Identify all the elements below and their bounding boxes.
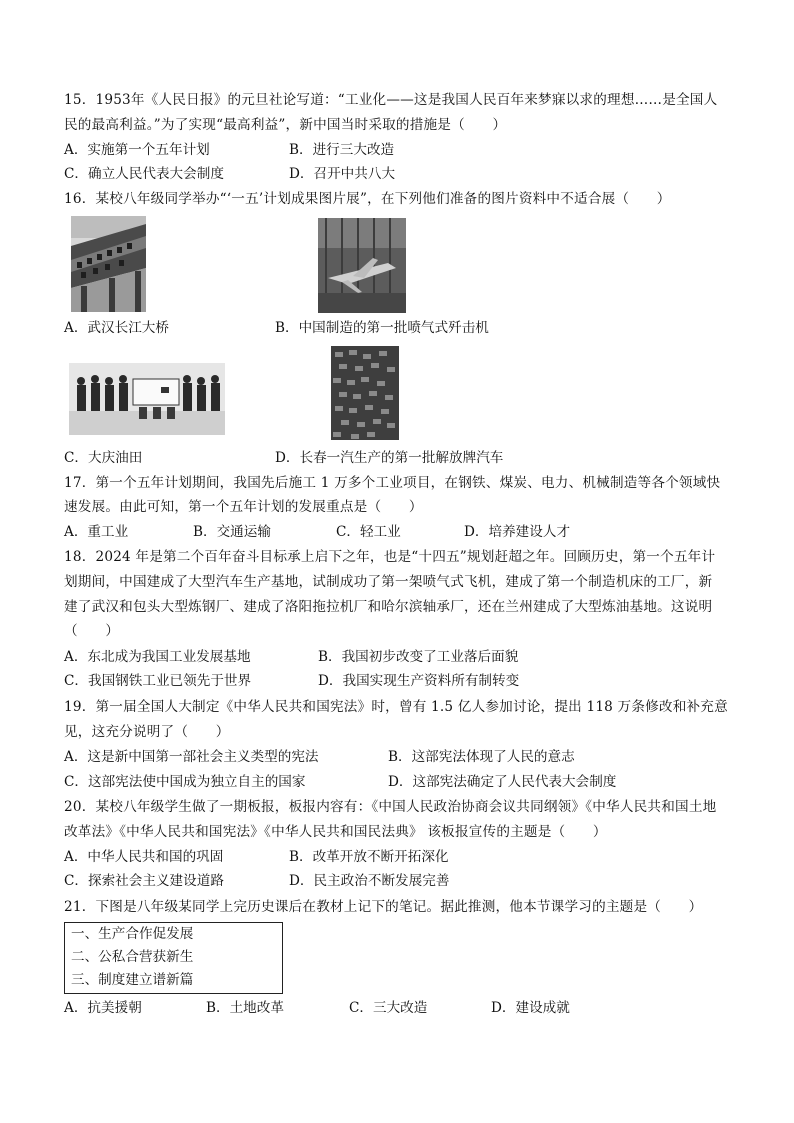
q17-option-b: B．交通运输 xyxy=(193,524,271,540)
q15-option-c: C．确立人民代表大会制度 xyxy=(64,166,224,182)
q19-option-b: B．这部宪法体现了人民的意志 xyxy=(388,749,575,765)
q20-option-d: D．民主政治不断发展完善 xyxy=(289,873,450,889)
q17-option-c: C．轻工业 xyxy=(336,524,401,540)
q18-stem-line3: 建了武汉和包头大型炼钢厂、建成了洛阳拖拉机厂和哈尔滨轴承厂，还在兰州建成了大型炼油基地。这说明 xyxy=(64,599,713,615)
q16-option-b: B．中国制造的第一批喷气式歼击机 xyxy=(275,320,489,336)
q18-option-c: C．我国钢铁工业已领先于世界 xyxy=(64,673,252,689)
photo-jet-fighter xyxy=(318,218,406,313)
q21-option-d: D．建设成就 xyxy=(491,1000,570,1016)
q16-option-c: C．大庆油田 xyxy=(64,450,143,466)
q18-stem-line2: 划期间，中国建成了大型汽车生产基地，试制成功了第一架喷气式飞机，建成了第一个制造机床的工厂，新 xyxy=(64,574,713,590)
q21-option-a: A．抗美援朝 xyxy=(64,1000,142,1016)
q17-option-a: A．重工业 xyxy=(64,524,129,540)
q21-stem-line1: 21．下图是八年级某同学上完历史课后在教材上记下的笔记。据此推测，他本节课学习的主题是（ ） xyxy=(64,899,703,915)
q19-stem-line1: 19．第一届全国人大制定《中华人民共和国宪法》时，曾有 1.5 亿人参加讨论，提出 118 万条修改和补充意 xyxy=(64,699,728,715)
q18-option-b: B．我国初步改变了工业落后面貌 xyxy=(318,649,519,665)
q18-option-d: D．我国实现生产资料所有制转变 xyxy=(318,673,520,689)
q21-option-b: B．土地改革 xyxy=(206,1000,284,1016)
q17-option-d: D．培养建设人才 xyxy=(464,524,571,540)
q21-note-2: 二、公私合营获新生 xyxy=(71,949,194,965)
photo-jiefang-trucks xyxy=(331,346,399,440)
q15-stem-line2: 民的最高利益。”为了实现“最高利益”，新中国当时采取的措施是（ ） xyxy=(64,117,507,133)
q15-stem-line1: 15．1953年《人民日报》的元旦社论写道：“工业化——这是我国人民百年来梦寐以求的理想……是全国人 xyxy=(64,92,718,108)
q20-option-a: A．中华人民共和国的巩固 xyxy=(64,849,224,865)
q21-note-1: 一、生产合作促发展 xyxy=(71,926,194,942)
q16-option-d: D．长春一汽生产的第一批解放牌汽车 xyxy=(275,450,504,466)
q17-stem-line1: 17．第一个五年计划期间，我国先后施工 1 万多个工业项目，在钢铁、煤炭、电力、机械制造等各个领域快 xyxy=(64,475,721,491)
photo-wuhan-bridge xyxy=(71,216,146,312)
q20-stem-line2: 改革法》《中华人民共和国宪法》《中华人民共和国民法典》 该板报宣传的主题是（ ） xyxy=(64,824,607,840)
q15-option-a: A．实施第一个五年计划 xyxy=(64,142,210,158)
q16-stem-line1: 16．某校八年级同学举办“‘一五’计划成果图片展”，在下列他们准备的图片资料中不适合展（ ） xyxy=(64,191,671,207)
q21-notes-box xyxy=(64,922,283,994)
q19-stem-line2: 见，这充分说明了（ ） xyxy=(64,724,230,740)
q15-option-b: B．进行三大改造 xyxy=(289,142,395,158)
q20-option-b: B．改革开放不断开拓深化 xyxy=(289,849,449,865)
q18-option-a: A．东北成为我国工业发展基地 xyxy=(64,649,251,665)
q19-option-d: D．这部宪法确定了人民代表大会制度 xyxy=(388,774,617,790)
q16-option-a: A．武汉长江大桥 xyxy=(64,320,169,336)
q18-stem-line1: 18．2024 年是第二个百年奋斗目标承上启下之年，也是“十四五”规划赶超之年。回顾历史，第一个五年计 xyxy=(64,549,716,565)
q21-option-c: C．三大改造 xyxy=(349,1000,428,1016)
q15-option-d: D．召开中共八大 xyxy=(289,166,396,182)
q21-note-3: 三、制度建立谱新篇 xyxy=(71,972,194,988)
q17-stem-line2: 速发展。由此可知，第一个五年计划的发展重点是（ ） xyxy=(64,499,423,515)
q18-stem-line4: （ ） xyxy=(64,623,120,639)
q19-option-a: A．这是新中国第一部社会主义类型的宪法 xyxy=(64,749,319,765)
q20-stem-line1: 20．某校八年级学生做了一期板报，板报内容有：《中国人民政治协商会议共同纲领》《中华人民共和国土地 xyxy=(64,799,717,815)
q20-option-c: C．探索社会主义建设道路 xyxy=(64,873,224,889)
q19-option-c: C．这部宪法使中国成为独立自主的国家 xyxy=(64,774,306,790)
photo-daqing-oilfield xyxy=(69,363,225,435)
